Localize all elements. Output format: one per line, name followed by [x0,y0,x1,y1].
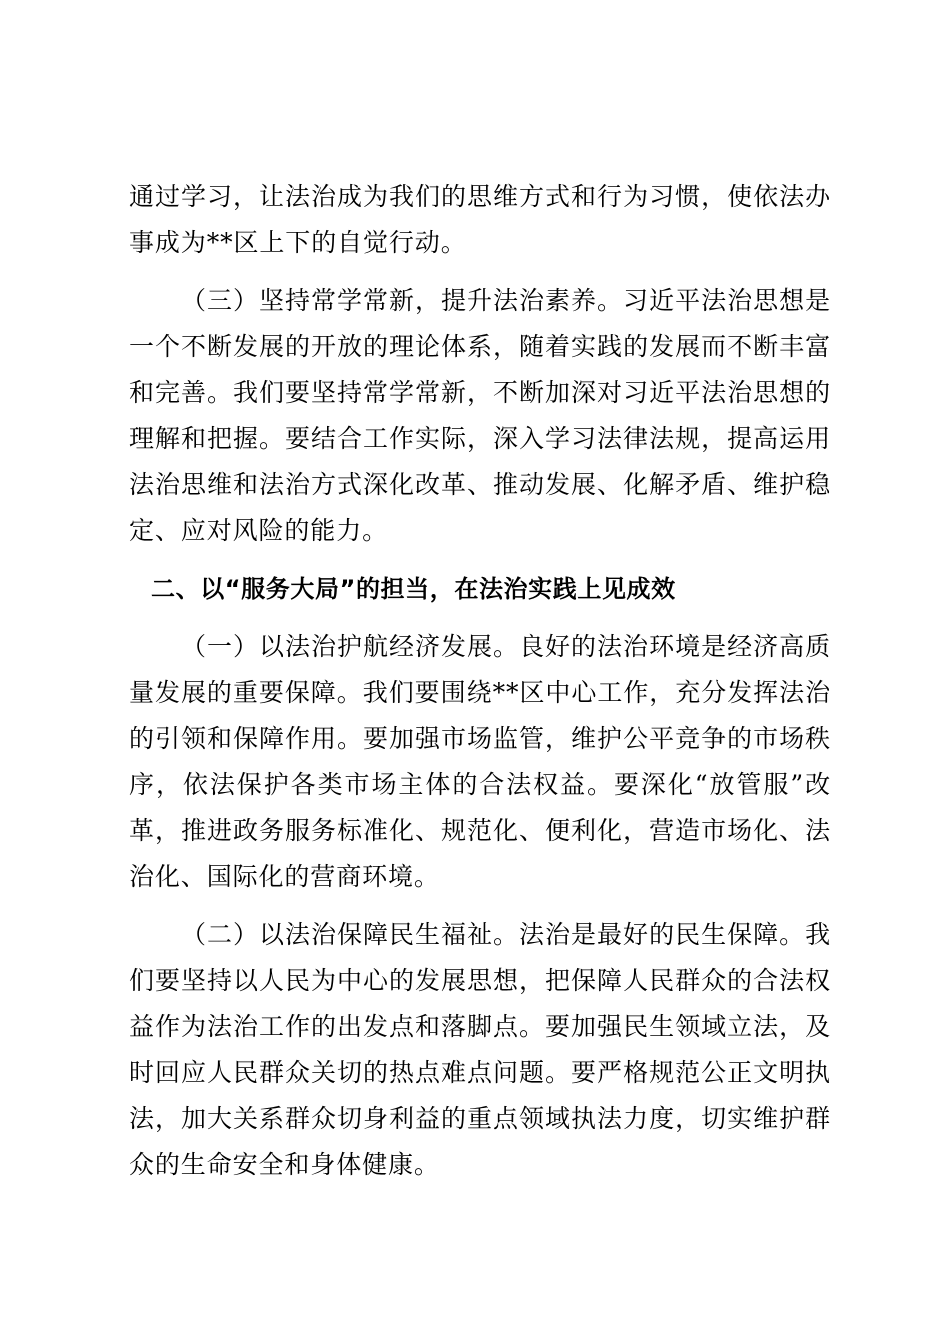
section-heading-2: 二、以“服务大局”的担当，在法治实践上见成效 [151,575,676,603]
paragraph-subsection-1: （一）以法治护航经济发展。良好的法治环境是经济高质量发展的重要保障。我们要围绕**区中心工作，充分发挥法治的引领和保障作用。要加强市场监管，维护公平竞争的市场秩序，依法保护各类市场主体的合法权益。要深化“放管服”改革，推进政务服务标准化、规范化、便利化，营造市场化、法治化、国际化的营商环境。 [129,632,831,891]
paragraph-section-3: （三）坚持常学常新，提升法治素养。习近平法治思想是一个不断发展的开放的理论体系，随着实践的发展而不断丰富和完善。我们要坚持常学常新，不断加深对习近平法治思想的理解和把握。要结合工作实际，深入学习法律法规，提高运用法治思维和法治方式深化改革、推动发展、化解矛盾、维护稳定、应对风险的能力。 [129,286,831,545]
paragraph-subsection-2: （二）以法治保障民生福祉。法治是最好的民生保障。我们要坚持以人民为中心的发展思想，把保障人民群众的合法权益作为法治工作的出发点和落脚点。要加强民生领域立法，及时回应人民群众关切的热点难点问题。要严格规范公正文明执法，加大关系群众切身利益的重点领域执法力度，切实维护群众的生命安全和身体健康。 [129,920,831,1179]
document-body [129,174,831,1188]
paragraph-continued: 通过学习，让法治成为我们的思维方式和行为习惯，使依法办事成为**区上下的自觉行动。 [129,182,831,257]
